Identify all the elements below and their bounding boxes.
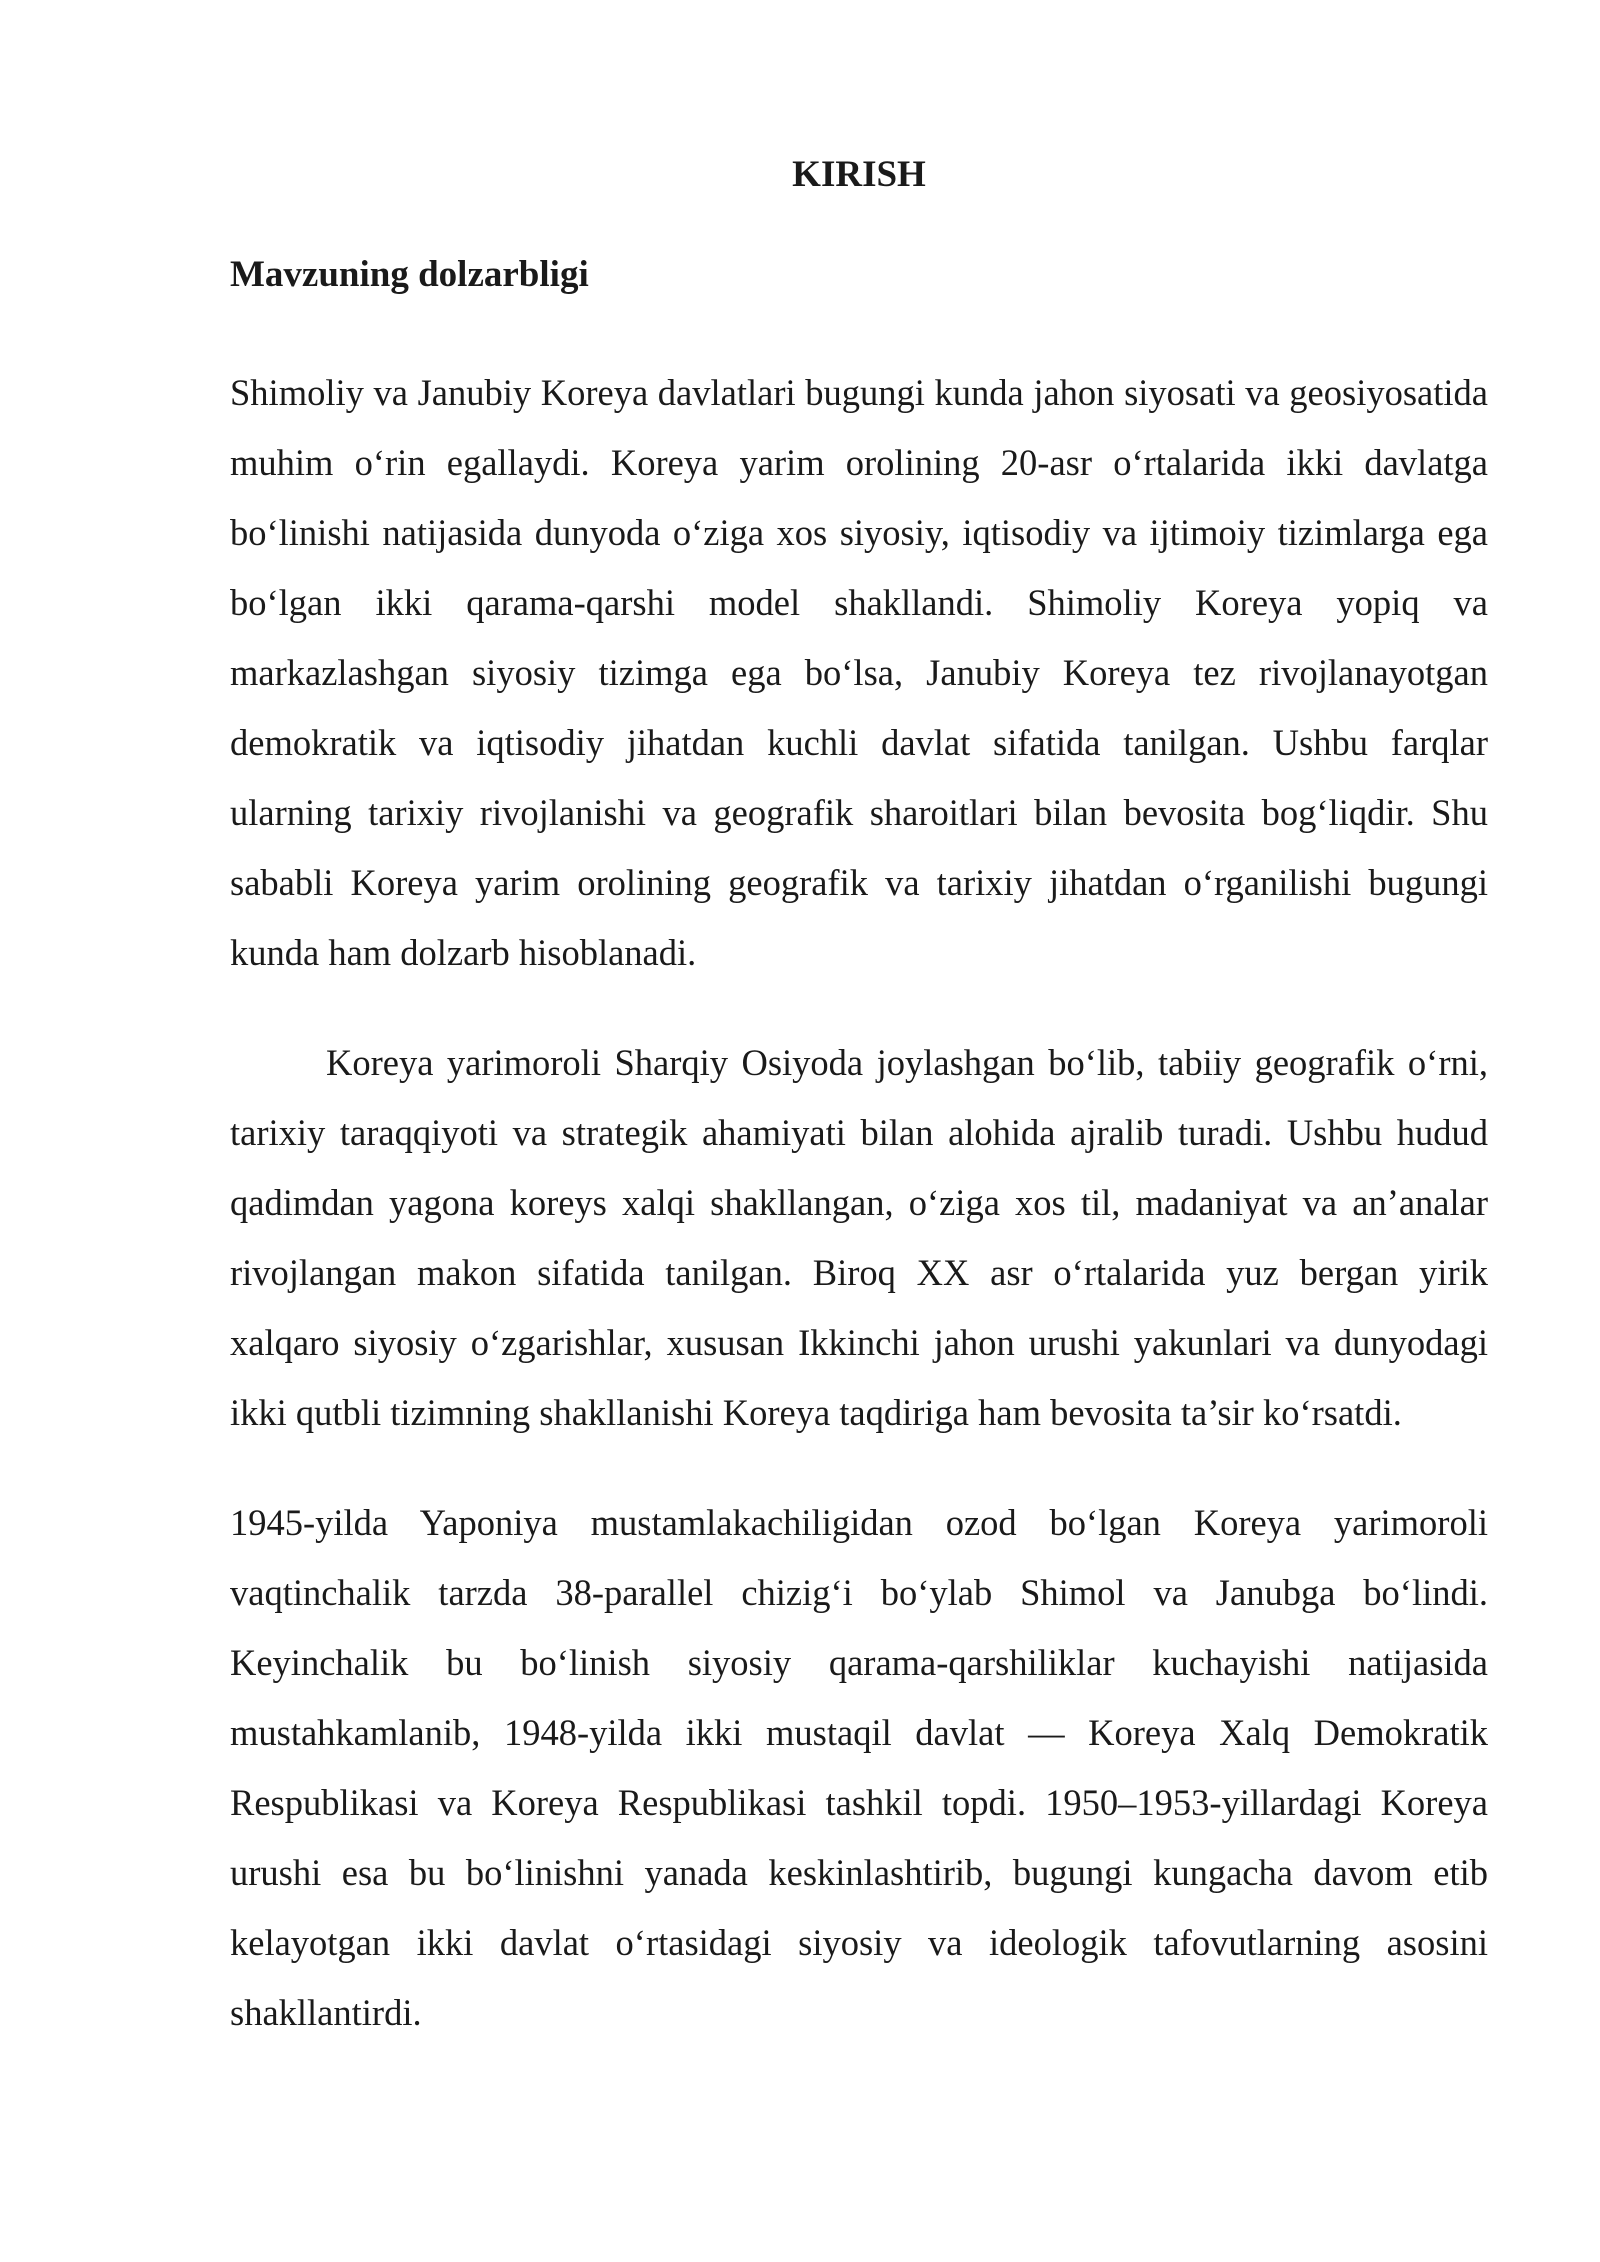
paragraph-1: Shimoliy va Janubiy Koreya davlatlari bugungi kunda jahon siyosati va geosiyosatida muhim oʻrin egallaydi. Koreya yarim orolining 20-asr oʻrtalarida ikki davlatga boʻlinishi natijasida dunyoda oʻziga xos siyosiy, iqtisodiy va ijtimoiy tizimlarga ega boʻlgan ikki qarama-qarshi model shakllandi. Shimoliy Koreya yopiq va markazlashgan siyosiy tizimga ega boʻlsa, Janubiy Koreya tez rivojlanayotgan demokratik va iqtisodiy jihatdan kuchli davlat sifatida tanilgan. Ushbu farqlar ularning tarixiy rivojlanishi va geografik sharoitlari bilan bevosita bogʻliqdir. Shu sababli Koreya yarim orolining geografik va tarixiy jihatdan oʻrganilishi bugungi kunda ham dolzarb hisoblanadi. [230,372,1488,973]
document-body [230,150,1488,2088]
page-title: KIRISH [792,154,926,195]
paragraph-2: Koreya yarimoroli Sharqiy Osiyoda joylashgan boʻlib, tabiiy geografik oʻrni, tarixiy taraqqiyoti va strategik ahamiyati bilan alohida ajralib turadi. Ushbu hudud qadimdan yagona koreys xalqi shakllangan, oʻziga xos til, madaniyat va an’analar rivojlangan makon sifatida tanilgan. Biroq XX asr oʻrtalarida yuz bergan yirik xalqaro siyosiy oʻzgarishlar, xususan Ikkinchi jahon urushi yakunlari va dunyodagi ikki qutbli tizimning shakllanishi Koreya taqdiriga ham bevosita ta’sir koʻrsatdi. [230,1042,1488,1433]
section-heading: Mavzuning dolzarbligi [230,254,589,295]
paragraph-3: 1945-yilda Yaponiya mustamlakachiligidan ozod boʻlgan Koreya yarimoroli vaqtinchalik tarzda 38-parallel chizigʻi boʻylab Shimol va Janubga boʻlindi. Keyinchalik bu boʻlinish siyosiy qarama-qarshiliklar kuchayishi natijasida mustahkamlanib, 1948-yilda ikki mustaqil davlat — Koreya Xalq Demokratik Respublikasi va Koreya Respublikasi tashkil topdi. 1950–1953-yillardagi Koreya urushi esa bu boʻlinishni yanada keskinlashtirib, bugungi kungacha davom etib kelayotgan ikki davlat oʻrtasidagi siyosiy va ideologik tafovutlarning asosini shakllantirdi. [230,1502,1488,2033]
